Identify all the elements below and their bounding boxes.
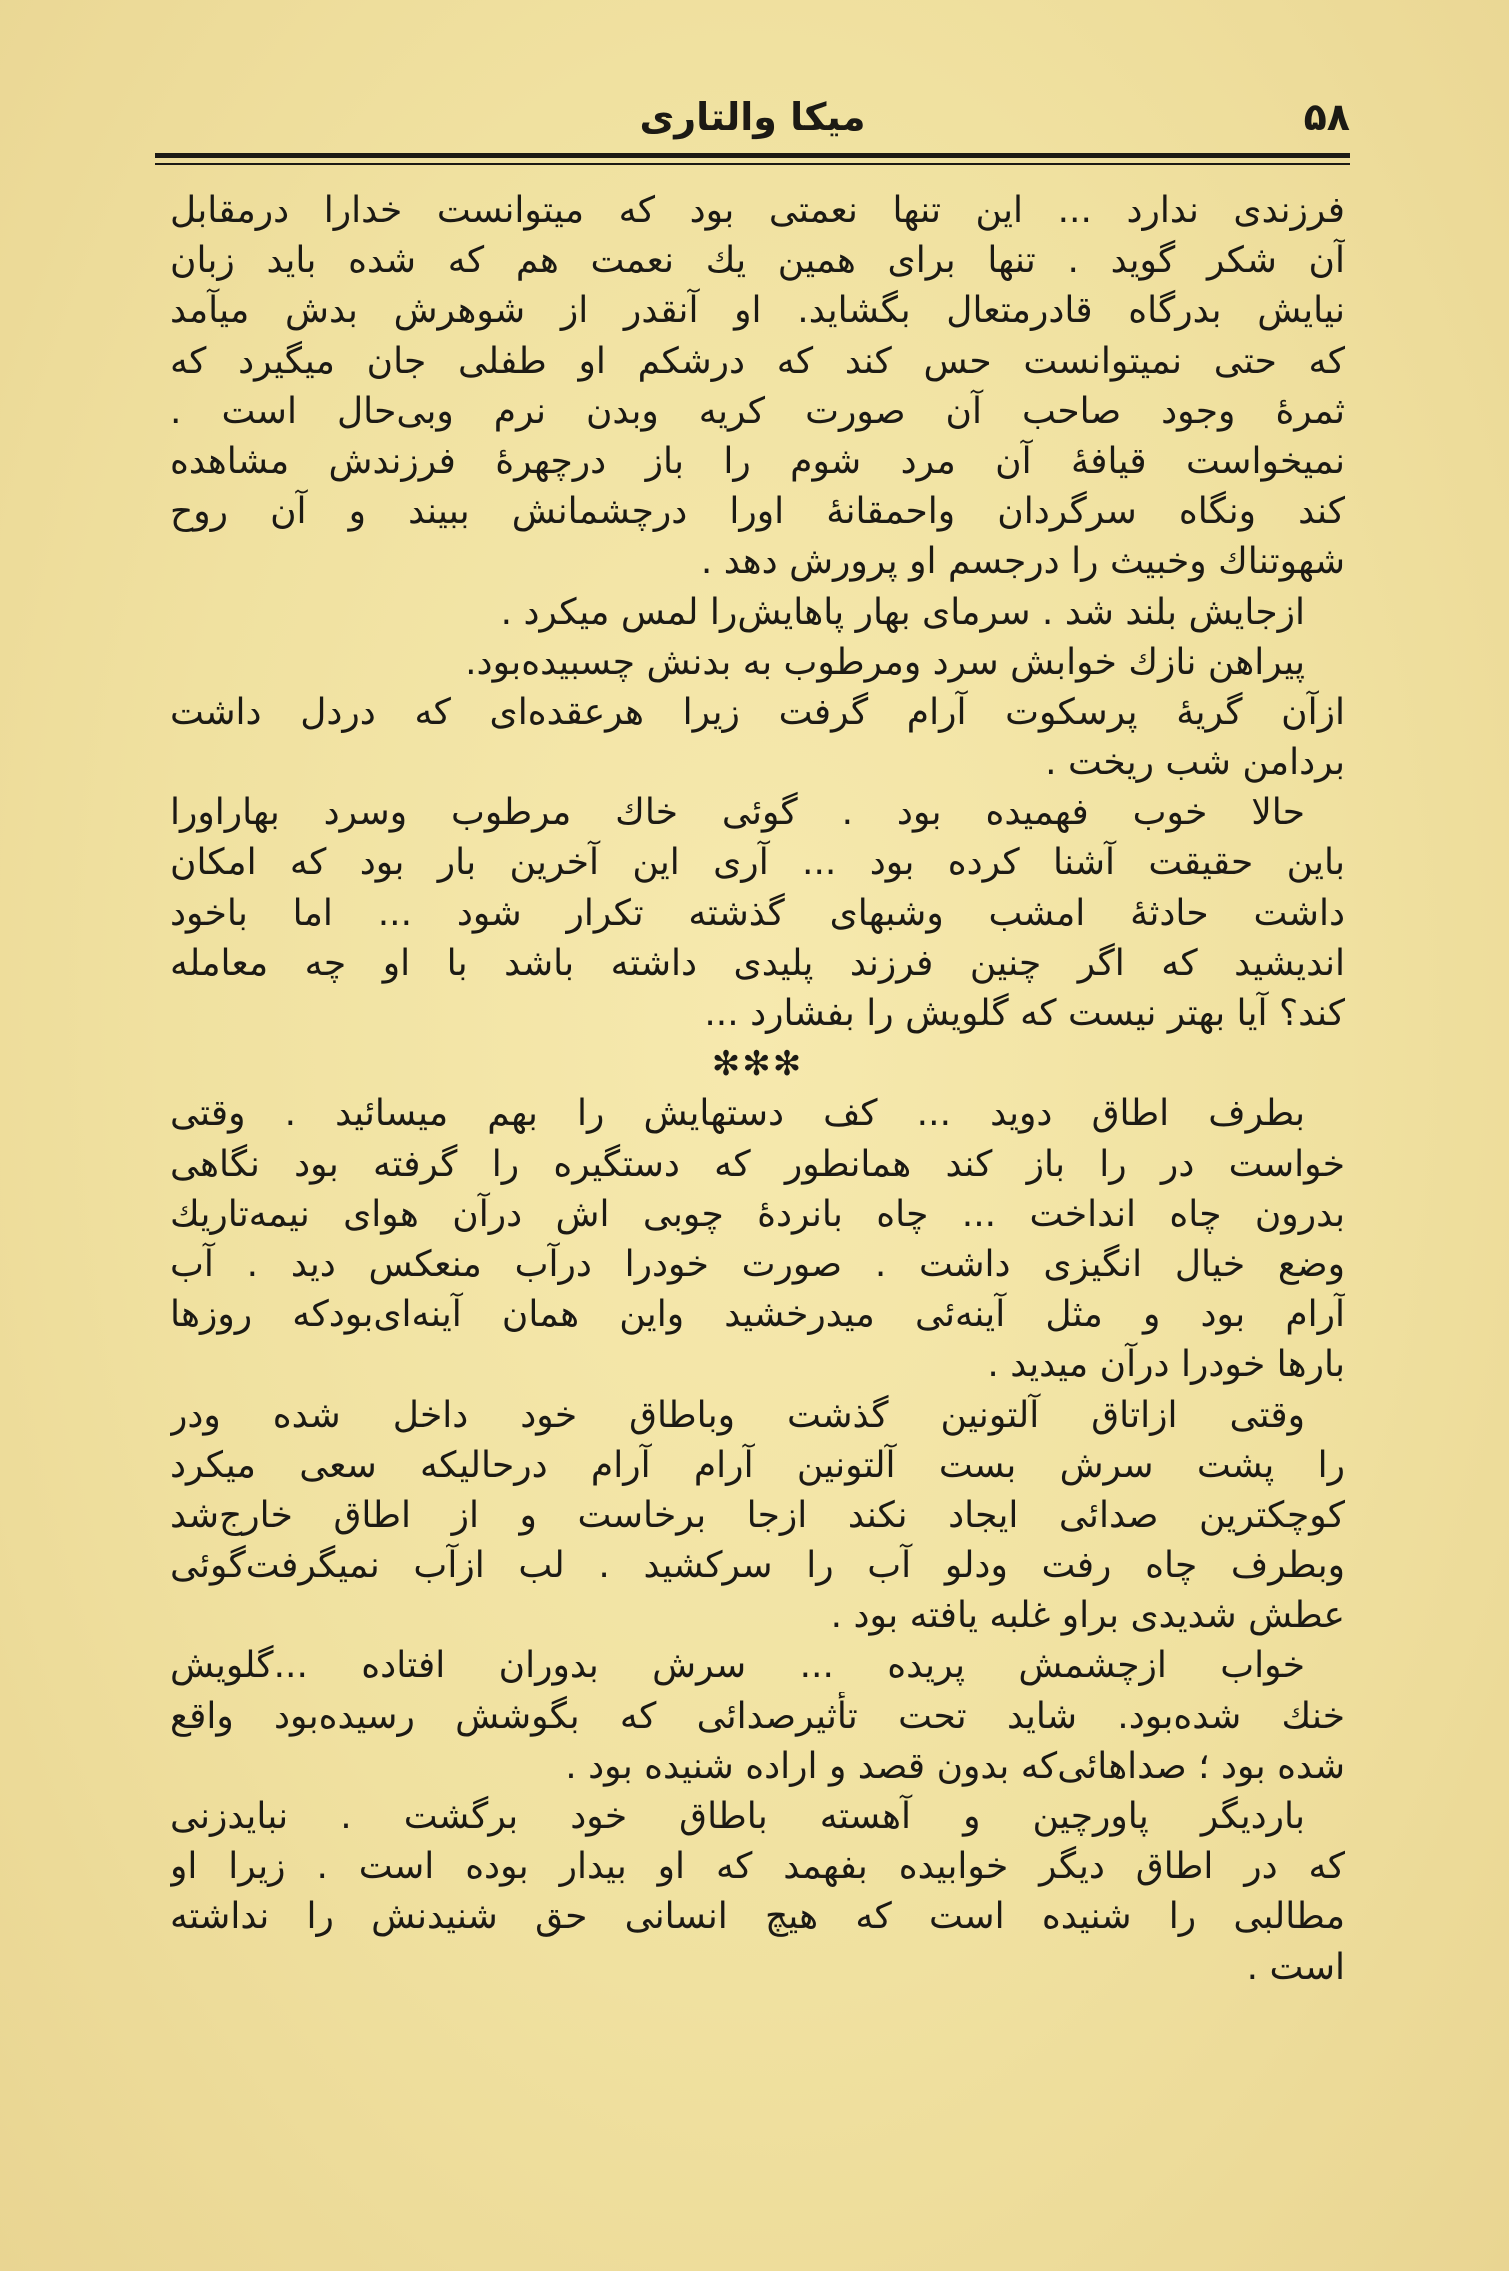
text-line: نیایش بدرگاه قادرمتعال بگشاید. او آنقدر از شوهرش بدش میآمد xyxy=(170,290,1345,332)
text-line: کند ونگاه سرگردان واحمقانهٔ اورا درچشمانش ببیند و آن روح xyxy=(170,491,1345,533)
text-line: که در اطاق دیگر خوابیده بفهمد که او بیدار بوده است . زیرا او xyxy=(170,1846,1345,1888)
text-line: است . xyxy=(1246,1946,1345,1988)
text-line: که حتی نمیتوانست حس کند که درشکم او طفلی جان میگیرد که xyxy=(170,340,1345,382)
text-line: ازآن گریهٔ پرسکوت آرام گرفت زیرا هرعقده‌ای که دردل داشت xyxy=(170,691,1345,733)
text-line: حالا خوب فهمیده بود . گوئی خاك مرطوب وسرد بهاراورا xyxy=(170,792,1305,834)
text-line: عطش شدیدی براو غلبه یافته بود . xyxy=(830,1595,1345,1637)
text-line: پیراهن نازك خوابش سرد ومرطوب به بدنش چسبیده‌بود. xyxy=(465,641,1305,683)
text-line: کوچکترین صدائی ایجاد نکند ازجا برخاست و از اطاق خارج‌شد xyxy=(170,1494,1345,1536)
text-line: را پشت سرش بست آلتونین آرام آرام درحالیکه سعی میکرد xyxy=(170,1444,1345,1486)
text-line: مطالبی را شنیده است که هیچ انسانی حق شنیدنش را نداشته xyxy=(170,1896,1345,1938)
text-line: کند؟ آیا بهتر نیست که گلویش را بفشارد ... xyxy=(704,993,1345,1034)
text-line: ثمرهٔ وجود صاحب آن صورت کریه وبدن نرم وبی‌حال است . xyxy=(170,390,1345,432)
text-line: ازجایش بلند شد . سرمای بهار پاهایش‌را لمس میکرد . xyxy=(500,591,1305,633)
header-rule-thick xyxy=(155,153,1350,158)
text-line: نمیخواست قیافهٔ آن مرد شوم را باز درچهرهٔ فرزندش مشاهده xyxy=(170,440,1345,482)
header-rule-thin xyxy=(155,163,1350,165)
page-header xyxy=(155,92,1350,152)
text-line: شهوتناك وخبیث را درجسم او پرورش دهد . xyxy=(700,541,1345,583)
text-line: خواست در را باز کند همانطور که دستگیره را گرفته بود نگاهی xyxy=(170,1143,1345,1185)
text-line: خواب ازچشمش پریده ... سرش بدوران افتاده ...گلویش xyxy=(170,1645,1305,1687)
text-line: شده بود ؛ صداهائی‌که بدون قصد و اراده شنیده بود . xyxy=(565,1745,1345,1787)
text-line: داشت حادثهٔ امشب وشبهای گذشته تکرار شود ... اما باخود xyxy=(170,892,1345,934)
text-line: وضع خیال انگیزی داشت . صورت خودرا درآب منعکس دید . آب xyxy=(170,1243,1345,1285)
text-line: بدرون چاه انداخت ... چاه بانردهٔ چوبی اش درآن هوای نیمه‌تاریك xyxy=(170,1193,1345,1235)
text-line: فرزندی ندارد ... این تنها نعمتی بود که میتوانست خدارا درمقابل xyxy=(170,190,1345,231)
text-line: باین حقیقت آشنا کرده بود ... آری این آخرین بار بود که امکان xyxy=(170,842,1345,884)
page-number: ۵۸ xyxy=(1303,95,1350,139)
text-line: آن شکر گوید . تنها برای همین یك نعمت هم که شده باید زبان xyxy=(170,240,1345,282)
text-line: وقتی ازاتاق آلتونین گذشت وباطاق خود داخل شده ودر xyxy=(170,1394,1305,1436)
text-line: باردیگر پاورچین و آهسته باطاق خود برگشت . نبایدزنی xyxy=(170,1796,1305,1837)
section-separator: ✻✻✻ xyxy=(711,1044,804,1085)
text-line: بارها خودرا درآن میدید . xyxy=(987,1344,1345,1386)
text-line: آرام بود و مثل آینه‌ئی میدرخشید واین همان آینه‌ای‌بودکه روزها xyxy=(170,1294,1345,1336)
text-line: خنك شده‌بود. شاید تحت تأثیرصدائی که بگوشش رسیده‌بود واقع xyxy=(170,1695,1345,1737)
text-line: بطرف اطاق دوید ... کف دستهایش را بهم میسائید . وقتی xyxy=(170,1093,1305,1135)
text-line: وبطرف چاه رفت ودلو آب را سرکشید . لب ازآب نمیگرفت‌گوئی xyxy=(170,1545,1345,1587)
text-line: بردامن شب ریخت . xyxy=(1045,742,1345,784)
body-text xyxy=(170,186,1345,1993)
running-title: میکا والتاری xyxy=(639,95,866,139)
text-line: اندیشید که اگر چنین فرزند پلیدی داشته باشد با او چه معامله xyxy=(170,942,1345,984)
